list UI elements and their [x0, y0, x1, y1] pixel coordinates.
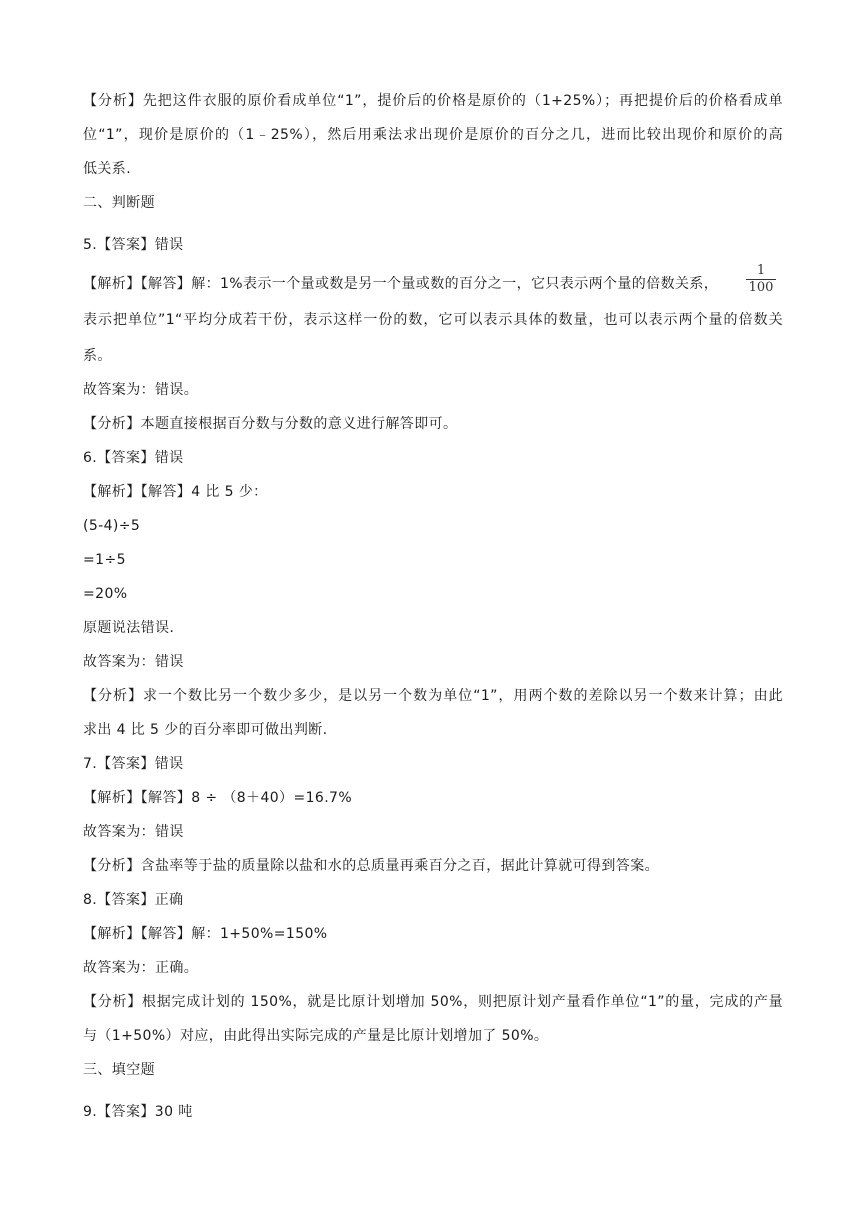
answer-line: 6.【答案】错误 — [83, 450, 184, 466]
conclusion-line: 故答案为：正确。 — [83, 960, 199, 976]
analysis-line: 位“1”，现价是原价的（1﹣25%），然后用乘法求出现价是原价的百分之几，进而比较出现价和原价的高 — [83, 127, 783, 143]
analysis-line: 【分析】含盐率等于盐的质量除以盐和水的总质量再乘百分之百，据此计算就可得到答案。 — [83, 858, 659, 874]
solution-line: 【解析】【解答】8 ÷ （8＋40）=16.7% — [83, 790, 353, 806]
analysis-line: 【分析】本题直接根据百分数与分数的意义进行解答即可。 — [83, 416, 458, 432]
conclusion-line: 故答案为：错误 — [83, 654, 184, 670]
formula-line: =20% — [83, 586, 128, 602]
answer-line: 8.【答案】正确 — [83, 892, 184, 908]
fraction-one-hundredth — [746, 264, 776, 295]
answer-line: 7.【答案】错误 — [83, 756, 184, 772]
solution-line: 【解析】【解答】解：1%表示一个量或数是另一个量或数的百分之一，它只表示两个量的倍数关系， — [83, 276, 719, 292]
formula-line: (5-4)÷5 — [83, 518, 141, 534]
analysis-line: 【分析】先把这件衣服的原价看成单位“1”，提价后的价格是原价的（1+25%）；再把提价后的价格看成单 — [83, 93, 783, 109]
solution-line: 【解析】【解答】解：1+50%=150% — [83, 926, 328, 942]
conclusion-line: 故答案为：错误。 — [83, 382, 199, 398]
solution-line: 【解析】【解答】4 比 5 少： — [83, 484, 268, 500]
section-heading: 三、填空题 — [83, 1062, 155, 1078]
solution-line: 原题说法错误. — [83, 620, 175, 636]
fraction-denominator: 100 — [748, 280, 774, 295]
solution-line: 表示把单位”1“平均分成若干份，表示这样一份的数，它可以表示具体的数量，也可以表示两个量的倍数关 — [83, 312, 783, 328]
solution-line: 系。 — [83, 348, 112, 364]
answer-line: 9.【答案】30 吨 — [83, 1104, 193, 1120]
formula-line: =1÷5 — [83, 552, 126, 568]
fraction-numerator: 1 — [756, 263, 766, 278]
analysis-line: 低关系. — [83, 161, 132, 177]
analysis-line: 【分析】求一个数比另一个数少多少，是以另一个数为单位“1”，用两个数的差除以另一个数来计算；由此 — [83, 688, 783, 704]
answer-line: 5.【答案】错误 — [83, 237, 184, 253]
conclusion-line: 故答案为：错误 — [83, 824, 184, 840]
analysis-line: 【分析】根据完成计划的 150%，就是比原计划增加 50%，则把原计划产量看作单位“1”的量，完成的产量 — [83, 994, 783, 1010]
analysis-line: 与（1+50%）对应，由此得出实际完成的产量是比原计划增加了 50%。 — [83, 1028, 549, 1044]
analysis-line: 求出 4 比 5 少的百分率即可做出判断. — [83, 722, 328, 738]
section-heading: 二、判断题 — [83, 195, 155, 211]
